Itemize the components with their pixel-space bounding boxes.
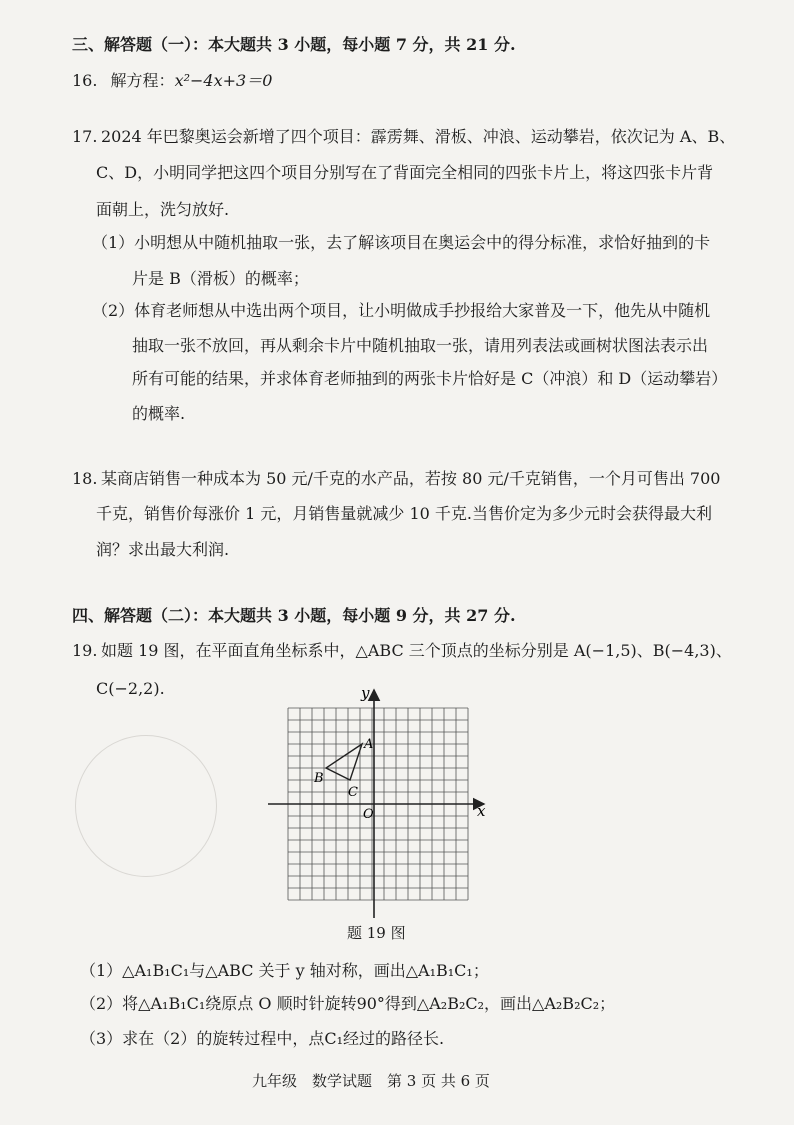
section4-heading: 四、解答题（二）：本大题共 3 小题，每小题 9 分，共 27 分. [72,606,516,625]
q19-number: 19. [72,641,98,660]
axis-x-label: x [477,802,486,820]
vertex-b-label: B [314,771,324,786]
q17-part2-line2: 抽取一张不放回，再从剩余卡片中随机抽取一张，请用列表法或画树状图法表示出 [132,336,709,355]
origin-label: O [363,807,374,822]
bleed-through-text [560,28,573,47]
q18-line1: 某商店销售一种成本为 50 元/千克的水产品，若按 80 元/千克销售，一个月可售出 700 [101,469,721,488]
q18-number: 18. [72,469,98,488]
q17-intro-line1: 2024 年巴黎奥运会新增了四个项目：霹雳舞、滑板、冲浪、运动攀岩，依次记为 A、B、 [101,127,736,146]
q19-figure-caption: 题 19 图 [347,924,406,942]
bleed-through-circle [75,735,217,877]
axis-y-label: y [361,686,370,702]
vertex-a-label: A [364,737,374,752]
q16-number: 16. [72,71,98,90]
q17-part2-line4: 的概率. [132,404,186,423]
q17-part2-line3: 所有可能的结果，并求体育老师抽到的两张卡片恰好是 C（冲浪）和 D（运动攀岩） [132,369,728,388]
q17-intro-line2: C、D，小明同学把这四个项目分别写在了背面完全相同的四张卡片上，将这四张卡片背 [96,163,714,182]
q17-part1-line1: （1）小明想从中随机抽取一张，去了解该项目在奥运会中的得分标准，求恰好抽到的卡 [92,233,711,252]
q18-line3: 润？求出最大利润. [96,540,230,559]
triangle-abc [326,744,362,780]
q19-line1: 如题 19 图，在平面直角坐标系中，△ABC 三个顶点的坐标分别是 A(−1,5)、B(−4,3)、 [101,641,732,660]
q19-coordinate-grid-figure [266,686,498,922]
q17-part2-line1: （2）体育老师想从中选出两个项目，让小明做成手抄报给大家普及一下，他先从中随机 [92,301,711,320]
q16-line [72,70,272,92]
q19-line2: C(−2,2). [96,679,165,698]
section3-heading: 三、解答题（一）：本大题共 3 小题，每小题 7 分，共 21 分. [72,35,516,54]
q19-part3: （3）求在（2）的旋转过程中，点C₁经过的路径长. [80,1029,445,1048]
q17-number: 17. [72,127,98,146]
q18-line2: 千克，销售价每涨价 1 元，月销售量就减少 10 千克.当售价定为多少元时会获得最大利 [96,504,712,523]
q17-part1-line2: 片是 B（滑板）的概率； [132,269,309,288]
vertex-c-label: C [348,785,358,800]
q17-intro-line3: 面朝上，洗匀放好. [96,200,230,219]
q16-prompt: 解方程： [110,71,175,90]
q19-part2: （2）将△A₁B₁C₁绕原点 O 顺时针旋转90°得到△A₂B₂C₂，画出△A₂B₂C₂； [80,994,616,1013]
q19-part1: （1）△A₁B₁C₁与△ABC 关于 y 轴对称，画出△A₁B₁C₁； [80,961,489,980]
q16-equation: x²−4x+3＝0 [174,71,273,90]
page-footer: 九年级 数学试题 第 3 页 共 6 页 [252,1072,490,1090]
